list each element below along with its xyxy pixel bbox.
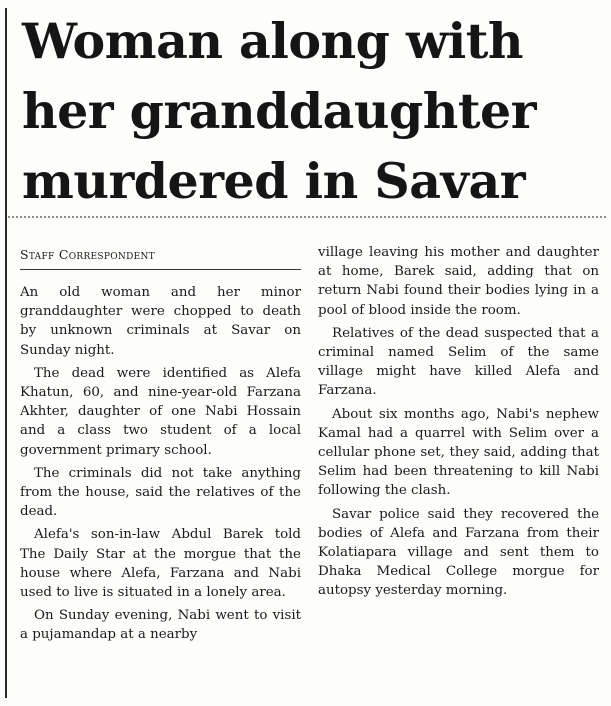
left-column-rule [5, 8, 7, 698]
paragraph: The criminals did not take anything from the house, said the relatives of the dead. [20, 465, 301, 520]
headline-divider [8, 216, 606, 218]
paragraph: About six months ago, Nabi's nephew Kamal had a quarrel with Selim over a cellular phone set, they said, adding that Selim had been threatening to kill Nabi following the clash. [318, 406, 599, 499]
paragraph: Alefa's son-in-law Abdul Barek told The Daily Star at the morgue that the house where Alefa, Farzana and Nabi used to live is situated in a lonely area. [20, 527, 301, 601]
headline-line-2: her granddaughter [22, 82, 537, 140]
headline-line-1: Woman along with [22, 12, 524, 70]
paragraph-continued: village leaving his mother and daughter at home, Barek said, adding that on return Nabi found their bodies lying in a pool of blood inside the room. [318, 245, 599, 318]
byline-rule [20, 269, 301, 270]
paragraph: Savar police said they recovered the bodies of Alefa and Farzana from their Kolatiapara village and sent them to Dhaka Medical College morgue for autopsy yesterday morning. [318, 506, 599, 599]
paragraph: Relatives of the dead suspected that a criminal named Selim of the same village might have killed Alefa and Farzana. [318, 325, 599, 399]
paragraph: On Sunday evening, Nabi went to visit a pujamandap at a nearby [20, 608, 301, 643]
paragraph: An old woman and her minor granddaughter were chopped to death by unknown criminals at Savar on Sunday night. [20, 285, 301, 358]
headline [22, 6, 602, 216]
article-column-right [318, 243, 599, 605]
article-column-left [20, 245, 301, 649]
headline-line-3: murdered in Savar [22, 152, 526, 210]
byline: Staff Correspondent [20, 247, 155, 262]
paragraph: The dead were identified as Alefa Khatun, 60, and nine-year-old Farzana Akhter, daughter of one Nabi Hossain and a class two student of a local government primary school. [20, 365, 301, 458]
